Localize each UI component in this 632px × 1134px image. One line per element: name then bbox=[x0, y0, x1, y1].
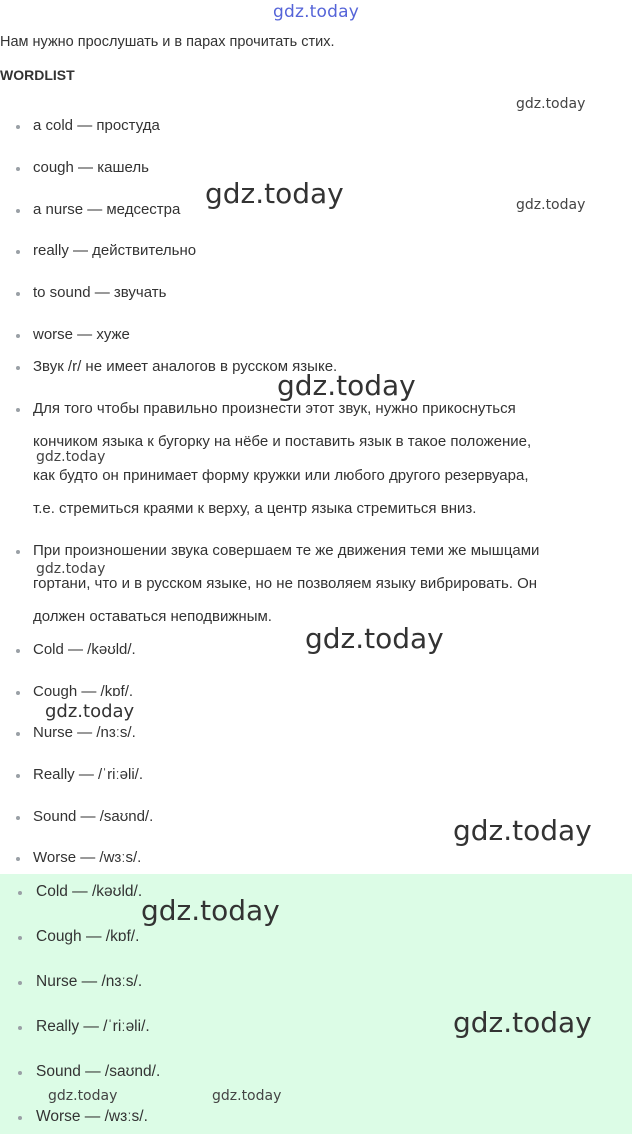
watermark: gdz.today bbox=[453, 814, 592, 847]
answer-item: Worse — /wɜːs/. bbox=[36, 1108, 148, 1125]
watermark: gdz.today bbox=[48, 1088, 118, 1104]
watermark: gdz.today bbox=[212, 1088, 282, 1104]
watermark: gdz.today bbox=[205, 177, 344, 210]
note-line: кончиком языка к бугорку на нёбе и поставить язык в такое положение, bbox=[33, 433, 532, 450]
site-logo[interactable]: gdz.today bbox=[272, 2, 360, 22]
note-item: Звук /r/ не имеет аналогов в русском языке. bbox=[33, 358, 338, 375]
wordlist-item: worse — хуже bbox=[33, 326, 130, 343]
transcription-item: Cough — /kɒf/. bbox=[33, 683, 134, 700]
transcription-item: Nurse — /nɜːs/. bbox=[33, 724, 136, 741]
note-line: т.е. стремиться краями к верху, а центр языка стремиться вниз. bbox=[33, 500, 477, 517]
note-line: должен оставаться неподвижным. bbox=[33, 608, 272, 625]
answer-item: Cold — /kəʊld/. bbox=[36, 883, 143, 900]
answer-item: Cough — /kɒf/. bbox=[36, 928, 140, 945]
watermark: gdz.today bbox=[516, 197, 586, 213]
wordlist-item: a cold — простуда bbox=[33, 117, 160, 134]
note-item: Для того чтобы правильно произнести этот звук, нужно прикоснуться bbox=[33, 400, 516, 417]
wordlist-item: cough — кашель bbox=[33, 159, 149, 176]
wordlist-item: really — действительно bbox=[33, 242, 197, 259]
transcription-item: Worse — /wɜːs/. bbox=[33, 849, 142, 866]
watermark: gdz.today bbox=[516, 96, 586, 112]
watermark: gdz.today bbox=[141, 894, 280, 927]
answer-item: Sound — /saʊnd/. bbox=[36, 1063, 161, 1080]
watermark: gdz.today bbox=[36, 449, 106, 465]
transcription-item: Cold — /kəʊld/. bbox=[33, 641, 136, 658]
note-item: При произношении звука совершаем те же движения теми же мышцами bbox=[33, 542, 540, 559]
answer-item: Nurse — /nɜːs/. bbox=[36, 973, 143, 990]
wordlist-item: to sound — звучать bbox=[33, 284, 167, 301]
transcription-item: Really — /ˈriːəli/. bbox=[33, 766, 144, 783]
transcription-item: Sound — /saʊnd/. bbox=[33, 808, 154, 825]
watermark: gdz.today bbox=[45, 701, 135, 722]
note-line: как будто он принимает форму кружки или любого другого резервуара, bbox=[33, 467, 529, 484]
task-intro: Нам нужно прослушать и в парах прочитать стих. bbox=[0, 34, 335, 50]
watermark: gdz.today bbox=[453, 1006, 592, 1039]
watermark: gdz.today bbox=[36, 561, 106, 577]
wordlist-heading: WORDLIST bbox=[0, 67, 75, 83]
watermark: gdz.today bbox=[305, 622, 444, 655]
answer-item: Really — /ˈriːəli/. bbox=[36, 1018, 150, 1035]
watermark: gdz.today bbox=[277, 369, 416, 402]
wordlist-item: a nurse — медсестра bbox=[33, 201, 181, 218]
note-line: гортани, что и в русском языке, но не позволяем языку вибрировать. Он bbox=[33, 575, 538, 592]
